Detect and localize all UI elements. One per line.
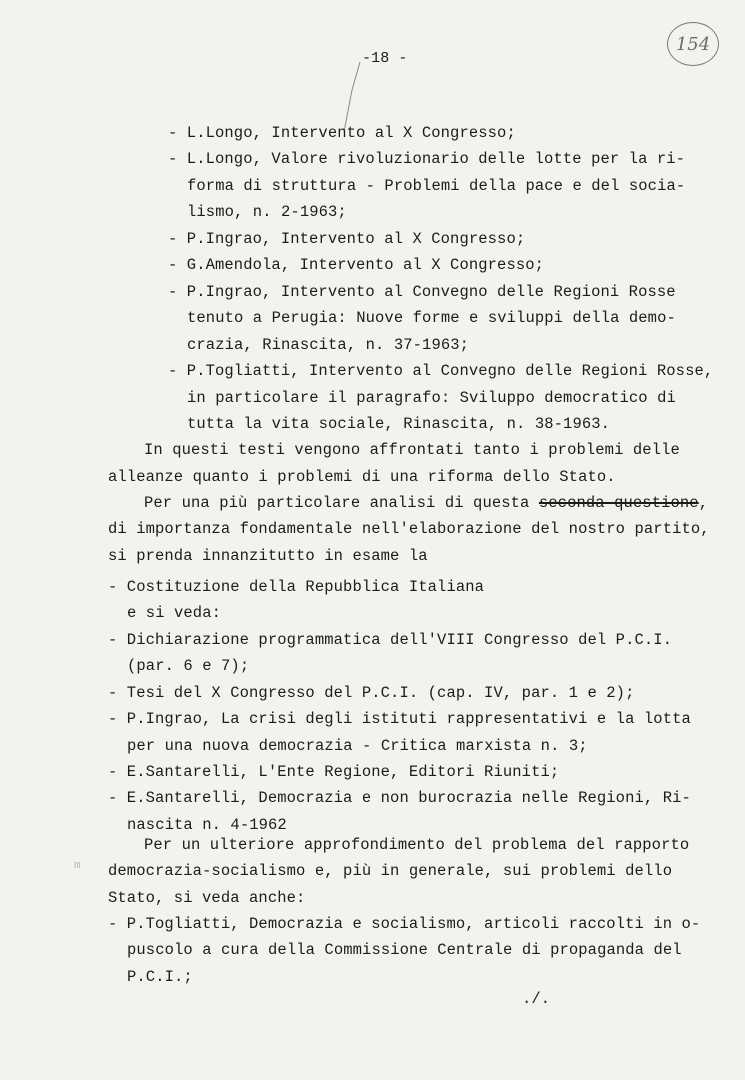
list-item-cont: e si veda:: [127, 604, 222, 622]
paragraph-line: democrazia-socialismo e, più in generale, sui problemi dello: [108, 862, 673, 880]
list-item-cont: tutta la vita sociale, Rinascita, n. 38-1963.: [187, 415, 611, 433]
list-item: - Costituzione della Repubblica Italiana: [108, 578, 485, 596]
list-item-cont: P.C.I.;: [127, 968, 193, 986]
paragraph-line: Stato, si veda anche:: [108, 889, 306, 907]
archive-stamp: 154: [667, 22, 719, 66]
continuation-mark: ./.: [522, 990, 551, 1008]
list-item: - Dichiarazione programmatica dell'VIII Congresso del P.C.I.: [108, 631, 673, 649]
list-item: - L.Longo, Valore rivoluzionario delle lotte per la ri-: [168, 150, 686, 168]
page-number: -18 -: [362, 50, 408, 67]
list-item: - P.Ingrao, Intervento al Convegno delle Regioni Rosse: [168, 283, 676, 301]
list-item: - G.Amendola, Intervento al X Congresso;: [168, 256, 545, 274]
list-item: - E.Santarelli, Democrazia e non burocrazia nelle Regioni, Ri-: [108, 789, 691, 807]
list-item: - P.Ingrao, Intervento al X Congresso;: [168, 230, 526, 248]
struck-text: seconda questione: [538, 494, 699, 512]
list-item: - P.Ingrao, La crisi degli istituti rappresentativi e la lotta: [108, 710, 691, 728]
paragraph-line: si prenda innanzitutto in esame la: [108, 547, 428, 565]
list-item-cont: per una nuova democrazia - Critica marxista n. 3;: [127, 737, 588, 755]
list-item: - E.Santarelli, L'Ente Regione, Editori Riuniti;: [108, 763, 560, 781]
list-item-cont: tenuto a Perugia: Nuove forme e sviluppi della demo-: [187, 309, 676, 327]
list-item-cont: lismo, n. 2-1963;: [187, 203, 347, 221]
paragraph-line: Per un ulteriore approfondimento del problema del rapporto: [144, 836, 690, 854]
list-item-cont: (par. 6 e 7);: [127, 657, 250, 675]
list-item-cont: nascita n. 4-1962: [127, 816, 287, 834]
list-item-cont: crazia, Rinascita, n. 37-1963;: [187, 336, 470, 354]
list-item-cont: forma di struttura - Problemi della pace e del socia-: [187, 177, 686, 195]
list-item: - P.Togliatti, Intervento al Convegno delle Regioni Rosse,: [168, 362, 714, 380]
list-item: - L.Longo, Intervento al X Congresso;: [168, 124, 516, 142]
list-item: - P.Togliatti, Democrazia e socialismo, articoli raccolti in o-: [108, 915, 701, 933]
paragraph-line: In questi testi vengono affrontati tanto i problemi delle: [144, 441, 680, 459]
paragraph-line: alleanze quanto i problemi di una riforma dello Stato.: [108, 468, 616, 486]
list-item: - Tesi del X Congresso del P.C.I. (cap. IV, par. 1 e 2);: [108, 684, 635, 702]
margin-mark: m: [74, 860, 81, 872]
list-item-cont: puscolo a cura della Commissione Centrale di propaganda del: [127, 941, 682, 959]
paragraph-line: Per una più particolare analisi di questa seconda questione,: [144, 494, 709, 512]
paragraph-line: di importanza fondamentale nell'elaborazione del nostro partito,: [108, 520, 710, 538]
list-item-cont: in particolare il paragrafo: Sviluppo democratico di: [187, 389, 676, 407]
